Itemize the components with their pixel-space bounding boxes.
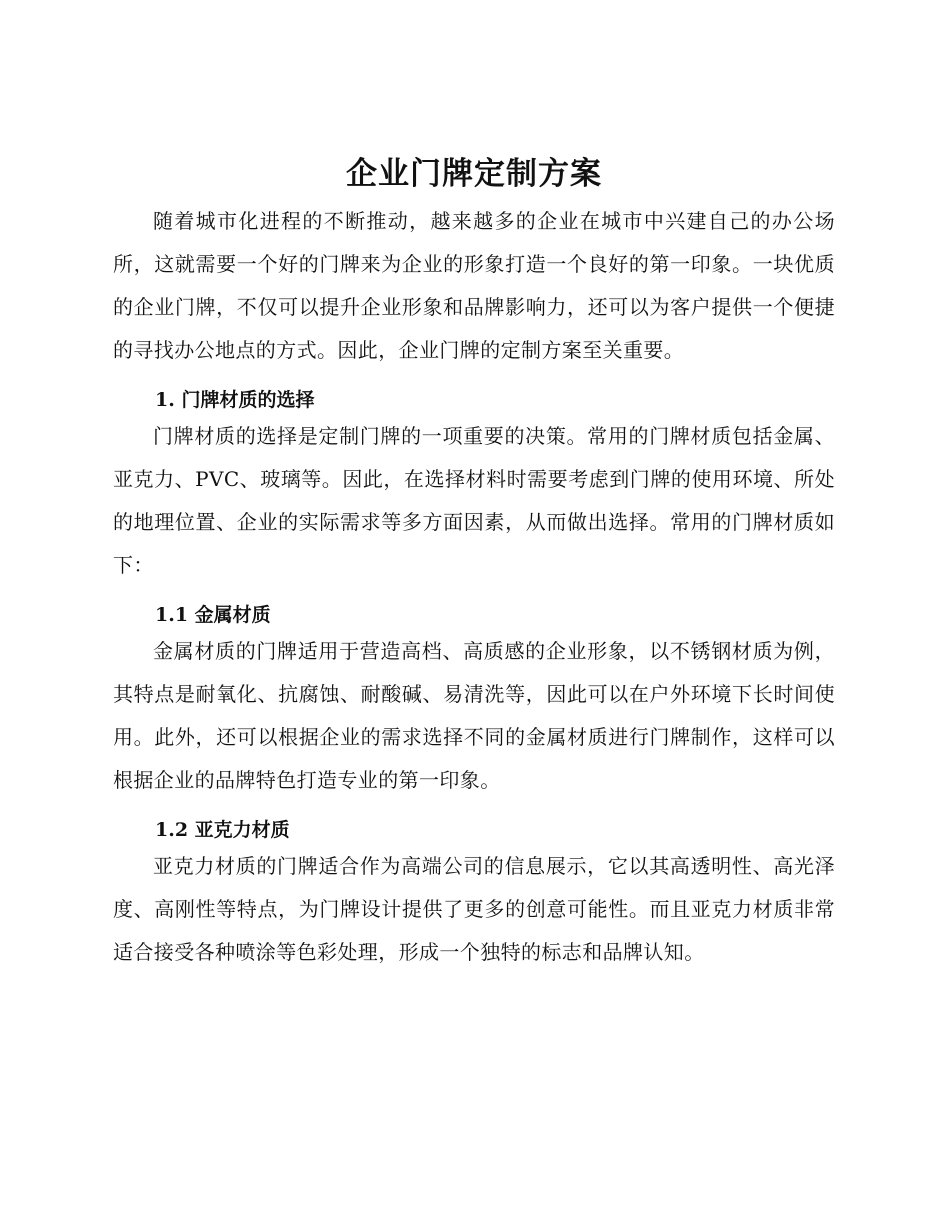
section-paragraph-metal: 金属材质的门牌适用于营造高档、高质感的企业形象，以不锈钢材质为例，其特点是耐氧化、抗腐蚀、耐酸碱、易清洗等，因此可以在户外环境下长时间使用。此外，还可以根据企业的需求选择不同的金属材质进行门牌制作，这样可以根据企业的品牌特色打造专业的第一印象。 [113,639,835,792]
section-paragraph-acrylic: 亚克力材质的门牌适合作为高端公司的信息展示，它以其高透明性、高光泽度、高刚性等特点，为门牌设计提供了更多的创意可能性。而且亚克力材质非常适合接受各种喷涂等色彩处理，形成一个独特的标志和品牌认知。 [113,854,835,964]
section-heading-metal: 1.1 金属材质 [155,604,271,626]
section-heading-acrylic: 1.2 亚克力材质 [155,819,290,841]
section-heading-material: 1. 门牌材质的选择 [155,389,315,411]
section-paragraph-material: 门牌材质的选择是定制门牌的一项重要的决策。常用的门牌材质包括金属、亚克力、PVC、玻璃等。因此，在选择材料时需要考虑到门牌的使用环境、所处的地理位置、企业的实际需求等多方面因素，从而做出选择。常用的门牌材质如下： [113,424,835,577]
document-title: 企业门牌定制方案 [346,156,602,192]
intro-paragraph: 随着城市化进程的不断推动，越来越多的企业在城市中兴建自己的办公场所，这就需要一个好的门牌来为企业的形象打造一个良好的第一印象。一块优质的企业门牌，不仅可以提升企业形象和品牌影响力，还可以为客户提供一个便捷的寻找办公地点的方式。因此，企业门牌的定制方案至关重要。 [113,209,835,362]
document-page [113,148,835,974]
